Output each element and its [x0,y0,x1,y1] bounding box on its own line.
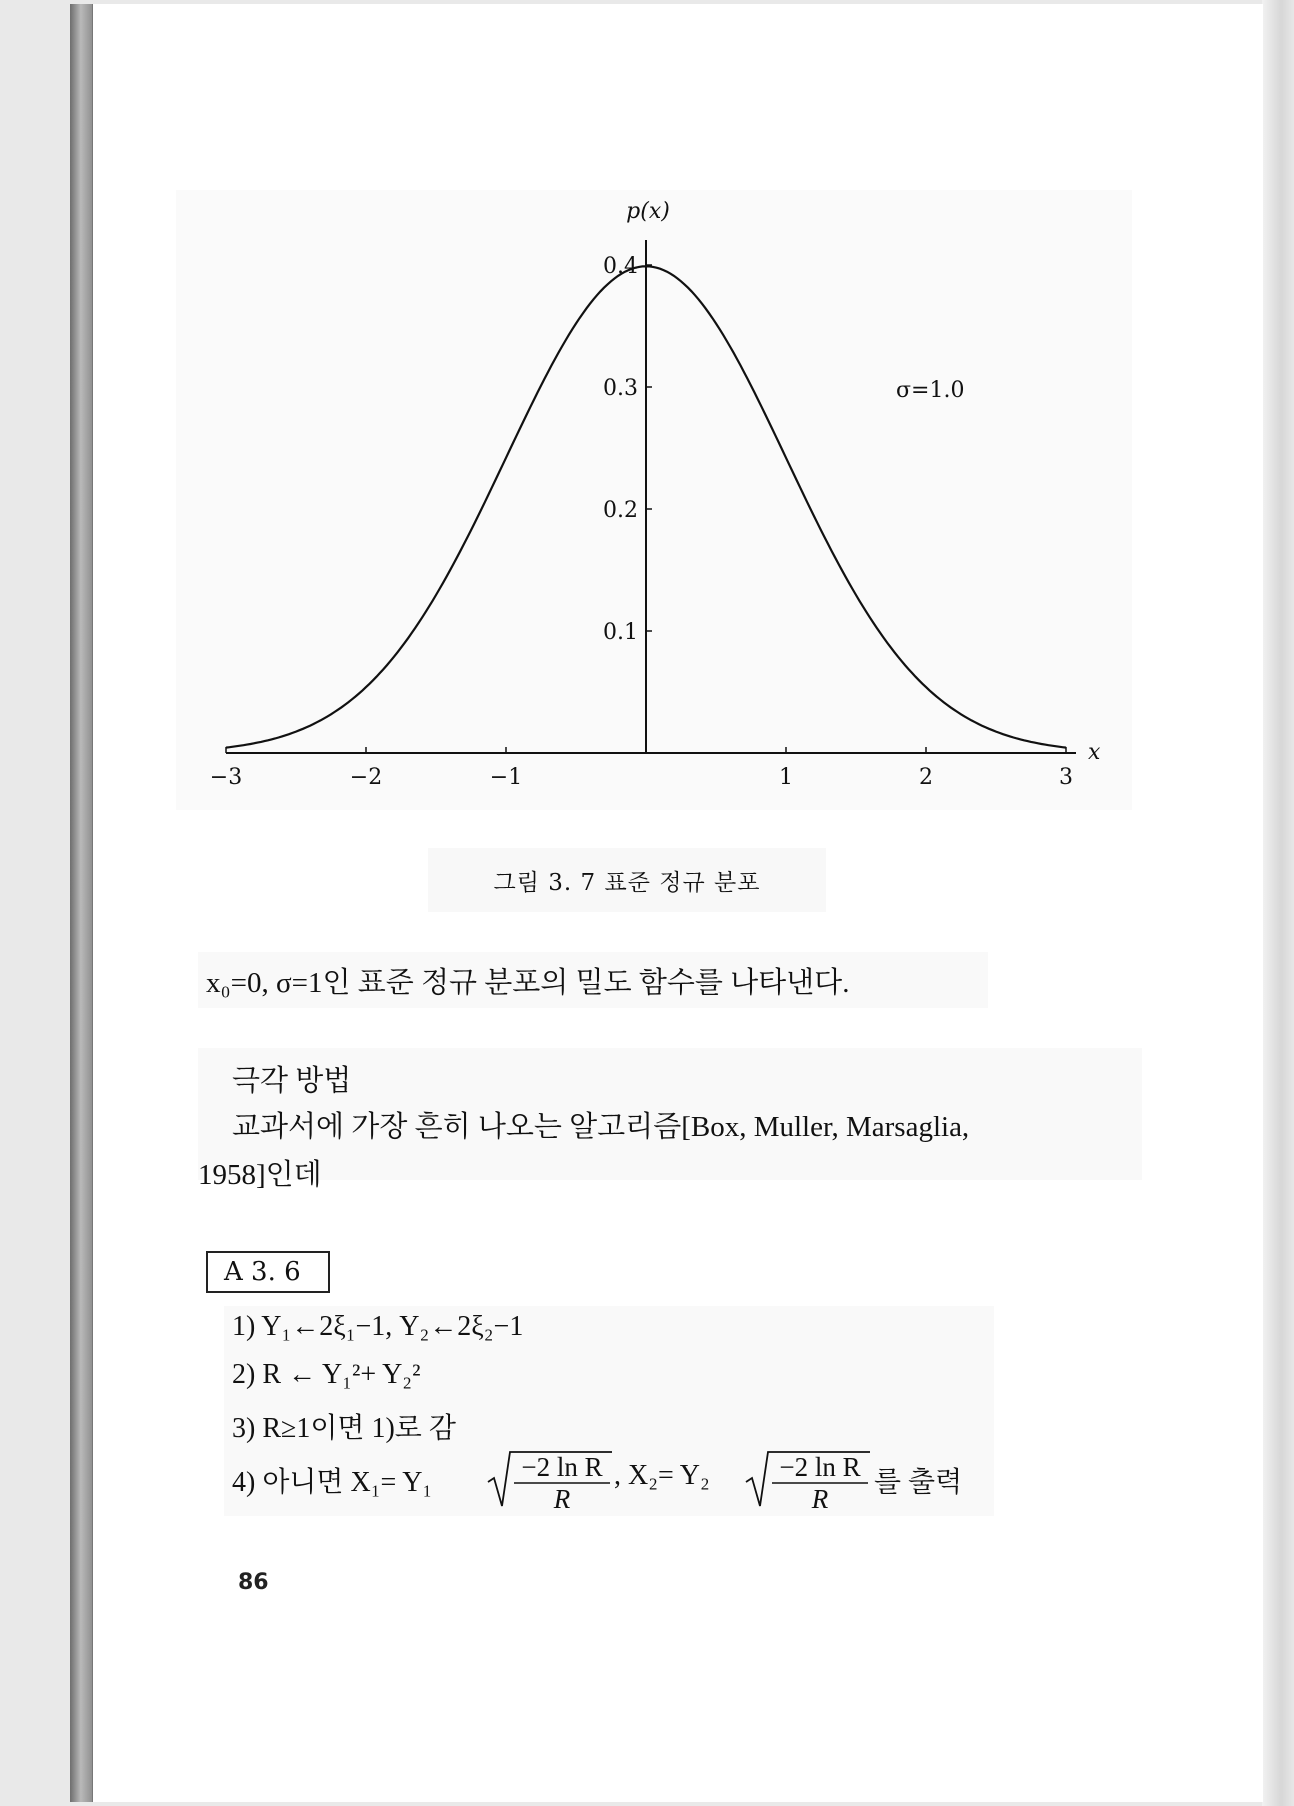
algorithm-step: 1) Y₁←2ξ₁−1, Y₂←2ξ₂−1 [232,1311,524,1342]
fraction-denominator: R [811,1484,829,1512]
sqrt-fraction-2 [744,1448,872,1512]
book-spine-edge [70,4,94,1802]
x-tick-label: −1 [489,765,523,790]
algorithm-label-box [206,1251,330,1293]
paragraph-line: 1958]인데 [198,1159,322,1191]
paragraph-line: 교과서에 가장 흔히 나오는 알고리즘[Box, Muller, Marsaglia, [232,1111,970,1143]
x-tick-label: −3 [209,765,243,790]
x-tick-label: 2 [919,765,933,790]
algorithm-step: 2) R ← Y₁²+ Y₂² [232,1359,421,1390]
x-tick-label: −2 [349,765,383,790]
figure-caption: 그림 3. 7 표준 정규 분포 [493,870,761,896]
algorithm-label: A 3. 6 [224,1257,301,1287]
x-tick-label: 3 [1059,765,1073,790]
section-title: 극각 방법 [232,1065,352,1097]
sqrt-fraction-1 [486,1448,614,1512]
x-tick-label: 1 [779,765,793,790]
x-axis-label: x [1088,740,1101,765]
step4-prefix: 4) 아니면 X₁= Y₁ [232,1467,433,1498]
normal-distribution-chart [176,190,1132,810]
algorithm-step: 3) R≥1이면 1)로 감 [232,1413,456,1444]
y-axis-label: p(x) [626,199,670,224]
chart-axes [226,240,1076,753]
y-tick-label: 0.2 [603,498,638,523]
step4-suffix: 를 출력 [874,1467,963,1498]
step4-separator: , X₂= Y₂ [614,1460,710,1491]
page-shadow [1262,0,1294,1806]
algorithm-step-4 [232,1448,1012,1512]
y-tick-label: 0.1 [603,620,638,645]
y-tick-label: 0.4 [603,254,638,279]
fraction-numerator: −2 ln R [521,1452,603,1482]
fraction-denominator: R [553,1484,571,1512]
page-number: 86 [238,1570,269,1595]
y-tick-label: 0.3 [603,376,638,401]
fraction-numerator: −2 ln R [779,1452,861,1482]
figure-panel [176,190,1132,810]
sigma-annotation: σ=1.0 [896,378,965,403]
definition-line: x₀=0, σ=1인 표준 정규 분포의 밀도 함수를 나타낸다. [206,967,850,999]
